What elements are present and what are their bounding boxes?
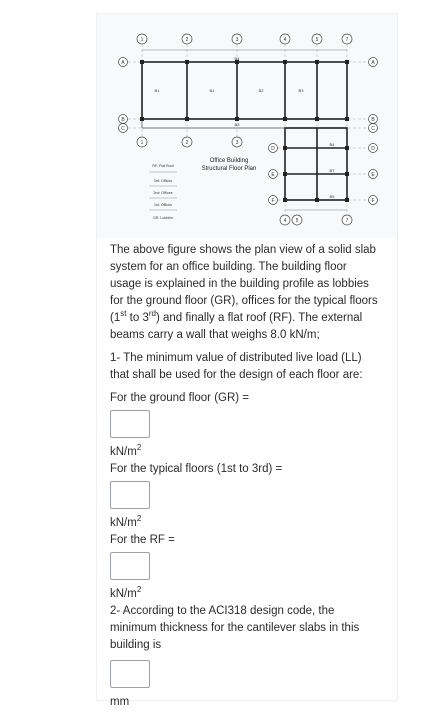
typical-unit: $kN/m^2$ <box>110 514 142 529</box>
grid-label: 1 <box>140 37 144 43</box>
question-content <box>110 242 380 711</box>
legend-label: GR: Lobbies <box>153 216 173 220</box>
beam-label: B1 <box>154 88 160 93</box>
grid-label: E <box>271 172 275 178</box>
beam-label: B3 <box>234 122 240 127</box>
grid-label: 4 <box>283 218 287 224</box>
mm-unit: mm <box>110 696 130 708</box>
grid-label: E <box>371 172 375 178</box>
grid-label: 2 <box>185 140 189 146</box>
grid-label: B <box>371 117 375 123</box>
grid-label: A <box>371 60 375 66</box>
gr-answer-input[interactable] <box>110 410 150 438</box>
rf-label: For the RF = <box>110 534 175 546</box>
plan-subtitle: Structural Floor Plan <box>201 166 257 172</box>
grid-label: 3 <box>235 37 239 43</box>
grid-label: 5 <box>315 37 319 43</box>
beam-label: B4 <box>234 56 240 61</box>
grid-label: C <box>121 126 125 132</box>
grid-label: 4 <box>283 37 287 43</box>
gr-label: For the ground floor (GR) = <box>110 392 250 404</box>
grid-label: D <box>271 146 275 152</box>
beam-label: B7 <box>329 168 335 173</box>
grid-label: 7 <box>345 37 349 43</box>
question-2-text: 2- According to the ACI318 design code, the minimum thickness for the cantilever slabs in this building is <box>110 605 360 651</box>
thickness-answer-input[interactable] <box>110 660 150 688</box>
beam-label: B1 <box>209 88 215 93</box>
intro-paragraph: The above figure shows the plan view of a solid slab system for an office building. The building floor usage is explained in the building profile as lobbies for the ground floor (GR), offices for the typical floors (1st to 3rd) and finally a flat roof (RF). The external beams carry a wall that weighs 8.0 kN/m; <box>110 244 378 341</box>
grid-label: B <box>121 117 125 123</box>
floor-plan-drawing <box>97 14 397 238</box>
legend-label: 1st: Offices <box>154 203 172 207</box>
rf-unit: $kN/m^2$ <box>110 585 142 600</box>
grid-label: F <box>371 198 375 204</box>
typical-label: For the typical floors (1st to 3rd) = <box>110 463 283 475</box>
typical-answer-input[interactable] <box>110 481 150 509</box>
grid-label: 5 <box>295 218 299 224</box>
grid-label: 7 <box>345 218 349 224</box>
gr-unit: $kN/m^2$ <box>110 443 142 458</box>
legend-label: 2nd: Offices <box>153 191 173 195</box>
grid-label: 1 <box>140 140 144 146</box>
beam-label: B3 <box>298 88 304 93</box>
grid-label: 2 <box>185 37 189 43</box>
top-strip <box>0 0 443 14</box>
plan-title: Office Building <box>209 158 249 164</box>
grid-label: 3 <box>235 140 239 146</box>
rf-answer-input[interactable] <box>110 552 150 580</box>
legend-label: 3rd: Offices <box>153 179 173 183</box>
beam-label: B2 <box>258 88 264 93</box>
floor-plan-image <box>97 14 397 238</box>
grid-label: C <box>371 126 375 132</box>
beam-label: B4 <box>329 142 335 147</box>
question-1-text: 1- The minimum value of distributed live load (LL) that shall be used for the design of each floor are: <box>110 352 363 381</box>
grid-label: D <box>371 146 375 152</box>
legend-label: RF: Flat Roof <box>152 164 174 168</box>
grid-label: F <box>271 198 275 204</box>
grid-label: A <box>121 60 125 66</box>
beam-label: B5 <box>329 194 335 199</box>
